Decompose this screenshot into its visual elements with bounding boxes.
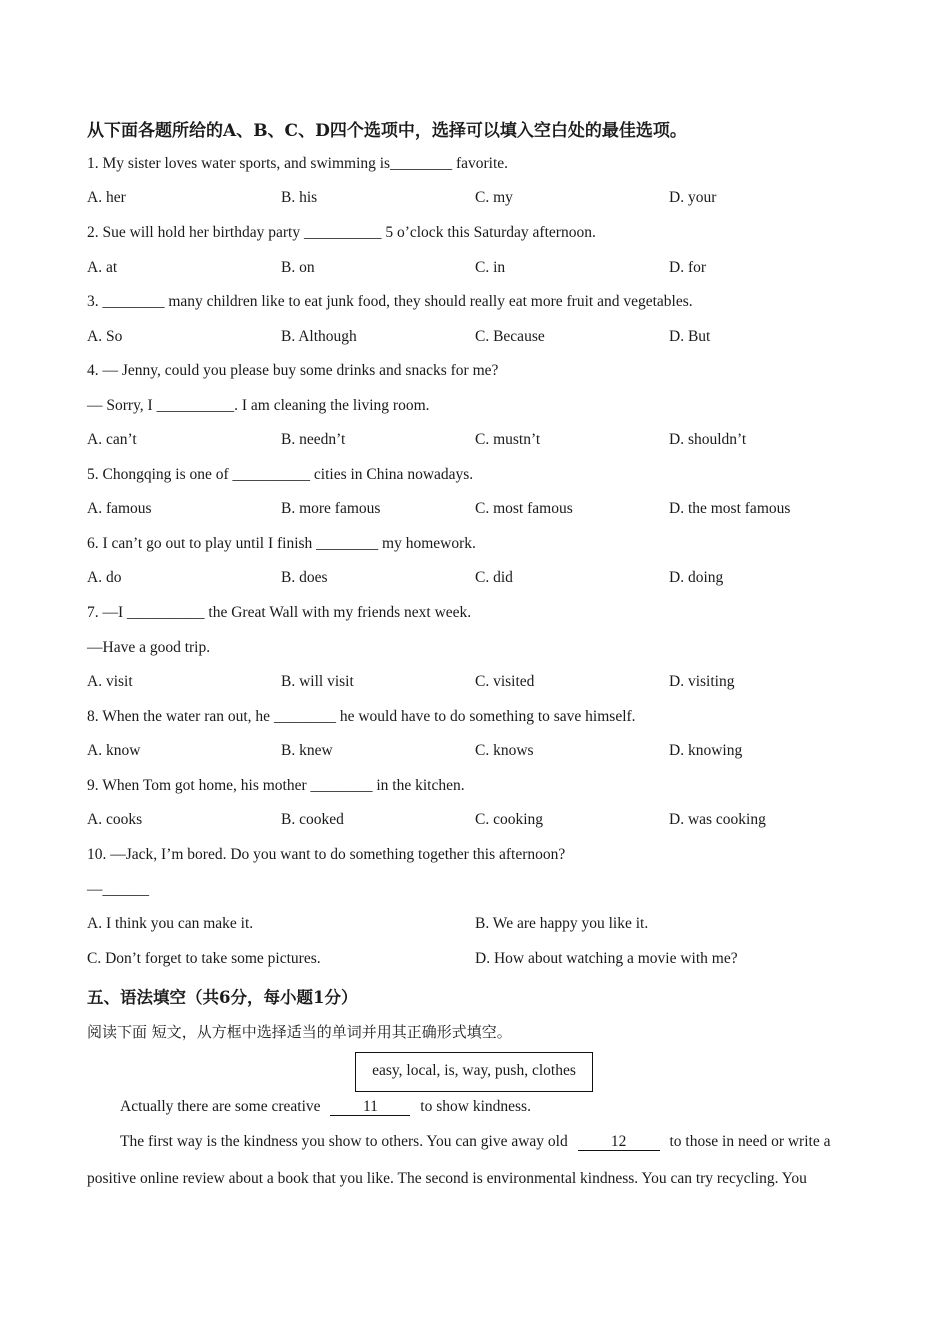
- answer-option[interactable]: B. needn’t: [281, 431, 346, 448]
- answer-option[interactable]: C. my: [475, 189, 513, 206]
- passage-line-3: positive online review about a book that you like. The second is environmental kindness. You can try recycling. You: [87, 1170, 807, 1187]
- answer-option[interactable]: D. But: [669, 328, 711, 345]
- answer-option[interactable]: B. on: [281, 259, 315, 276]
- passage-text: to show kindness.: [420, 1098, 531, 1115]
- answer-option[interactable]: D. knowing: [669, 742, 743, 759]
- answer-option[interactable]: A. famous: [87, 500, 152, 517]
- answer-option[interactable]: D. was cooking: [669, 811, 766, 828]
- question-dialogue-line: —______: [87, 881, 149, 898]
- section-5-title: 五、语法填空（共6分，每小题1分）: [87, 988, 358, 1007]
- answer-option[interactable]: A. know: [87, 742, 141, 759]
- answer-option[interactable]: B. will visit: [281, 673, 354, 690]
- passage-line-1: [120, 1098, 531, 1116]
- answer-option[interactable]: B. cooked: [281, 811, 344, 828]
- section-5-instruction: 阅读下面 短文，从方框中选择适当的单词并用其正确形式填空。: [87, 1023, 512, 1041]
- answer-option[interactable]: C. Don’t forget to take some pictures.: [87, 950, 321, 967]
- answer-option[interactable]: D. shouldn’t: [669, 431, 747, 448]
- answer-option[interactable]: C. knows: [475, 742, 534, 759]
- question-dialogue-line: —Have a good trip.: [87, 639, 211, 656]
- answer-option[interactable]: B. knew: [281, 742, 333, 759]
- section-heading: 从下面各题所给的A、B、C、D四个选项中，选择可以填入空白处的最佳选项。: [87, 121, 687, 141]
- question-stem: 8. When the water ran out, he ________ he would have to do something to save himself.: [87, 708, 636, 725]
- answer-option[interactable]: D. How about watching a movie with me?: [475, 950, 738, 967]
- answer-option[interactable]: B. We are happy you like it.: [475, 915, 649, 932]
- question-stem: 9. When Tom got home, his mother ________ in the kitchen.: [87, 777, 465, 794]
- passage-text: to those in need or write a: [669, 1133, 831, 1150]
- word-box: easy, local, is, way, push, clothes: [355, 1052, 593, 1092]
- question-stem: 6. I can’t go out to play until I finish ________ my homework.: [87, 535, 476, 552]
- answer-option[interactable]: D. your: [669, 189, 717, 206]
- answer-option[interactable]: D. for: [669, 259, 707, 276]
- answer-option[interactable]: A. So: [87, 328, 123, 345]
- answer-option[interactable]: D. the most famous: [669, 500, 791, 517]
- question-stem: 3. ________ many children like to eat junk food, they should really eat more fruit and vegetables.: [87, 293, 693, 310]
- answer-option[interactable]: C. cooking: [475, 811, 544, 828]
- answer-option[interactable]: A. at: [87, 259, 118, 276]
- answer-option[interactable]: C. Because: [475, 328, 545, 345]
- answer-option[interactable]: B. his: [281, 189, 318, 206]
- question-stem: 4. — Jenny, could you please buy some drinks and snacks for me?: [87, 362, 499, 379]
- answer-option[interactable]: A. cooks: [87, 811, 143, 828]
- answer-option[interactable]: C. did: [475, 569, 513, 586]
- answer-option[interactable]: A. can’t: [87, 431, 137, 448]
- question-stem: 2. Sue will hold her birthday party __________ 5 o’clock this Saturday afternoon.: [87, 224, 596, 241]
- blank-11[interactable]: 11: [330, 1099, 410, 1116]
- question-stem: 1. My sister loves water sports, and swimming is________ favorite.: [87, 155, 509, 172]
- answer-option[interactable]: C. visited: [475, 673, 535, 690]
- answer-option[interactable]: C. most famous: [475, 500, 573, 517]
- answer-option[interactable]: B. more famous: [281, 500, 381, 517]
- answer-option[interactable]: C. mustn’t: [475, 431, 541, 448]
- answer-option[interactable]: A. her: [87, 189, 126, 206]
- answer-option[interactable]: A. visit: [87, 673, 133, 690]
- question-stem: 7. —I __________ the Great Wall with my friends next week.: [87, 604, 472, 621]
- passage-line-2: [120, 1133, 830, 1151]
- question-stem: 10. —Jack, I’m bored. Do you want to do something together this afternoon?: [87, 846, 566, 863]
- answer-option[interactable]: D. visiting: [669, 673, 735, 690]
- answer-option[interactable]: D. doing: [669, 569, 724, 586]
- answer-option[interactable]: A. I think you can make it.: [87, 915, 254, 932]
- blank-12[interactable]: 12: [578, 1134, 660, 1151]
- answer-option[interactable]: C. in: [475, 259, 506, 276]
- answer-option[interactable]: A. do: [87, 569, 122, 586]
- question-stem: 5. Chongqing is one of __________ cities in China nowadays.: [87, 466, 474, 483]
- answer-option[interactable]: B. Although: [281, 328, 357, 345]
- answer-option[interactable]: B. does: [281, 569, 328, 586]
- passage-text: The first way is the kindness you show to others. You can give away old: [120, 1133, 568, 1150]
- question-dialogue-line: — Sorry, I __________. I am cleaning the living room.: [87, 397, 430, 414]
- passage-text: Actually there are some creative: [120, 1098, 321, 1115]
